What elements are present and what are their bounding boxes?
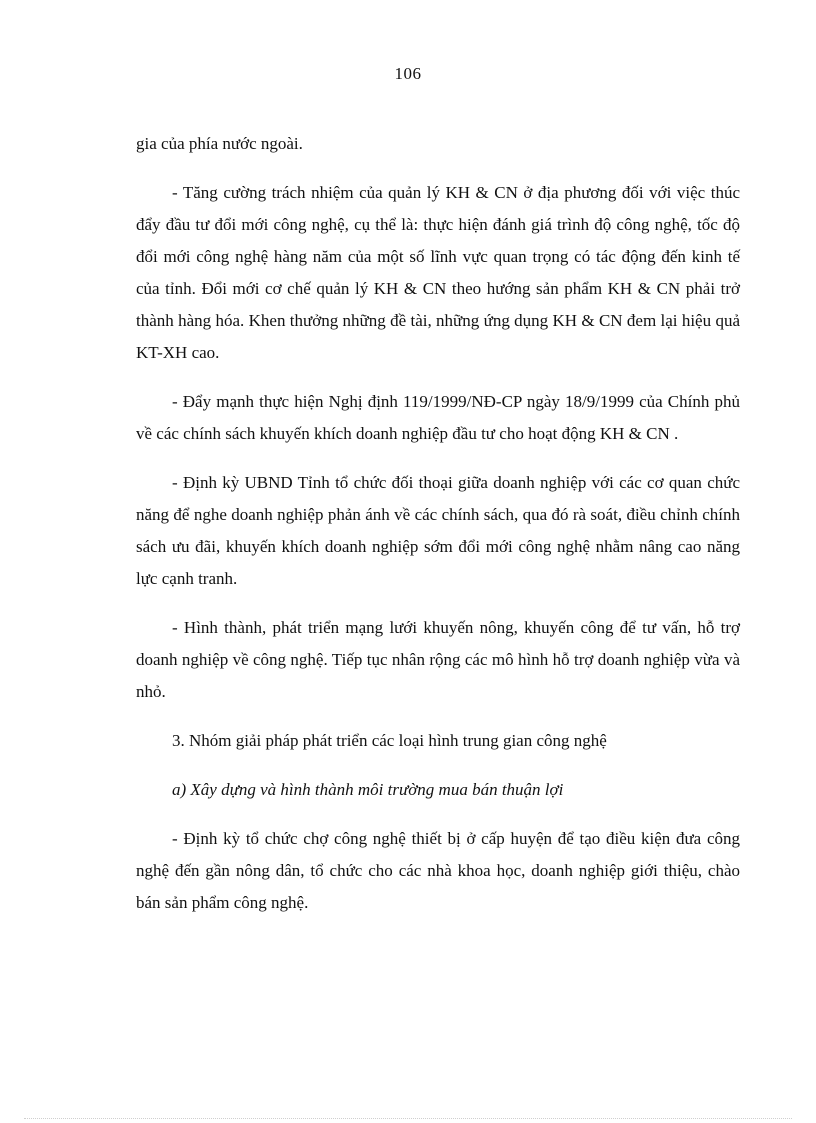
paragraph-extension-network: - Hình thành, phát triển mạng lưới khuyến nông, khuyến công để tư vấn, hỗ trợ doanh nghiệp về công nghệ. Tiếp tục nhân rộng các mô hình hỗ trợ doanh nghiệp vừa và nhỏ.	[136, 618, 740, 701]
subsection-heading: a) Xây dựng và hình thành môi trường mua bán thuận lợi	[172, 780, 564, 799]
document-body	[136, 128, 740, 936]
paragraph-responsibility: - Tăng cường trách nhiệm của quản lý KH & CN ở địa phương đối với việc thúc đẩy đầu tư đổi mới công nghệ, cụ thể là: thực hiện đánh giá trình độ công nghệ, tốc độ đổi mới công nghệ hàng năm của một số lĩnh vực quan trọng có tác động đến kinh tế của tỉnh. Đổi mới cơ chế quản lý KH & CN theo hướng sản phẩm KH & CN phải trở thành hàng hóa. Khen thưởng những đề tài, những ứng dụng KH & CN đem lại hiệu quả KT-XH cao.	[136, 183, 740, 362]
paragraph-decree: - Đẩy mạnh thực hiện Nghị định 119/1999/NĐ-CP ngày 18/9/1999 của Chính phủ về các chính sách khuyến khích doanh nghiệp đầu tư cho hoạt động KH & CN .	[136, 392, 740, 443]
continuation-text: gia của phía nước ngoài.	[136, 134, 303, 153]
paragraph-dialogue: - Định kỳ UBND Tỉnh tổ chức đối thoại giữa doanh nghiệp với các cơ quan chức năng để nghe doanh nghiệp phản ánh về các chính sách, qua đó rà soát, điều chỉnh chính sách ưu đãi, khuyến khích doanh nghiệp sớm đổi mới công nghệ nhằm nâng cao năng lực cạnh tranh.	[136, 473, 740, 588]
section-heading: 3. Nhóm giải pháp phát triển các loại hình trung gian công nghệ	[172, 731, 607, 750]
page-bottom-divider	[24, 1118, 792, 1119]
page-number: 106	[394, 64, 422, 83]
paragraph-technology-market: - Định kỳ tổ chức chợ công nghệ thiết bị ở cấp huyện để tạo điều kiện đưa công nghệ đến gần nông dân, tổ chức cho các nhà khoa học, doanh nghiệp giới thiệu, chào bán sản phẩm công nghệ.	[136, 829, 740, 912]
